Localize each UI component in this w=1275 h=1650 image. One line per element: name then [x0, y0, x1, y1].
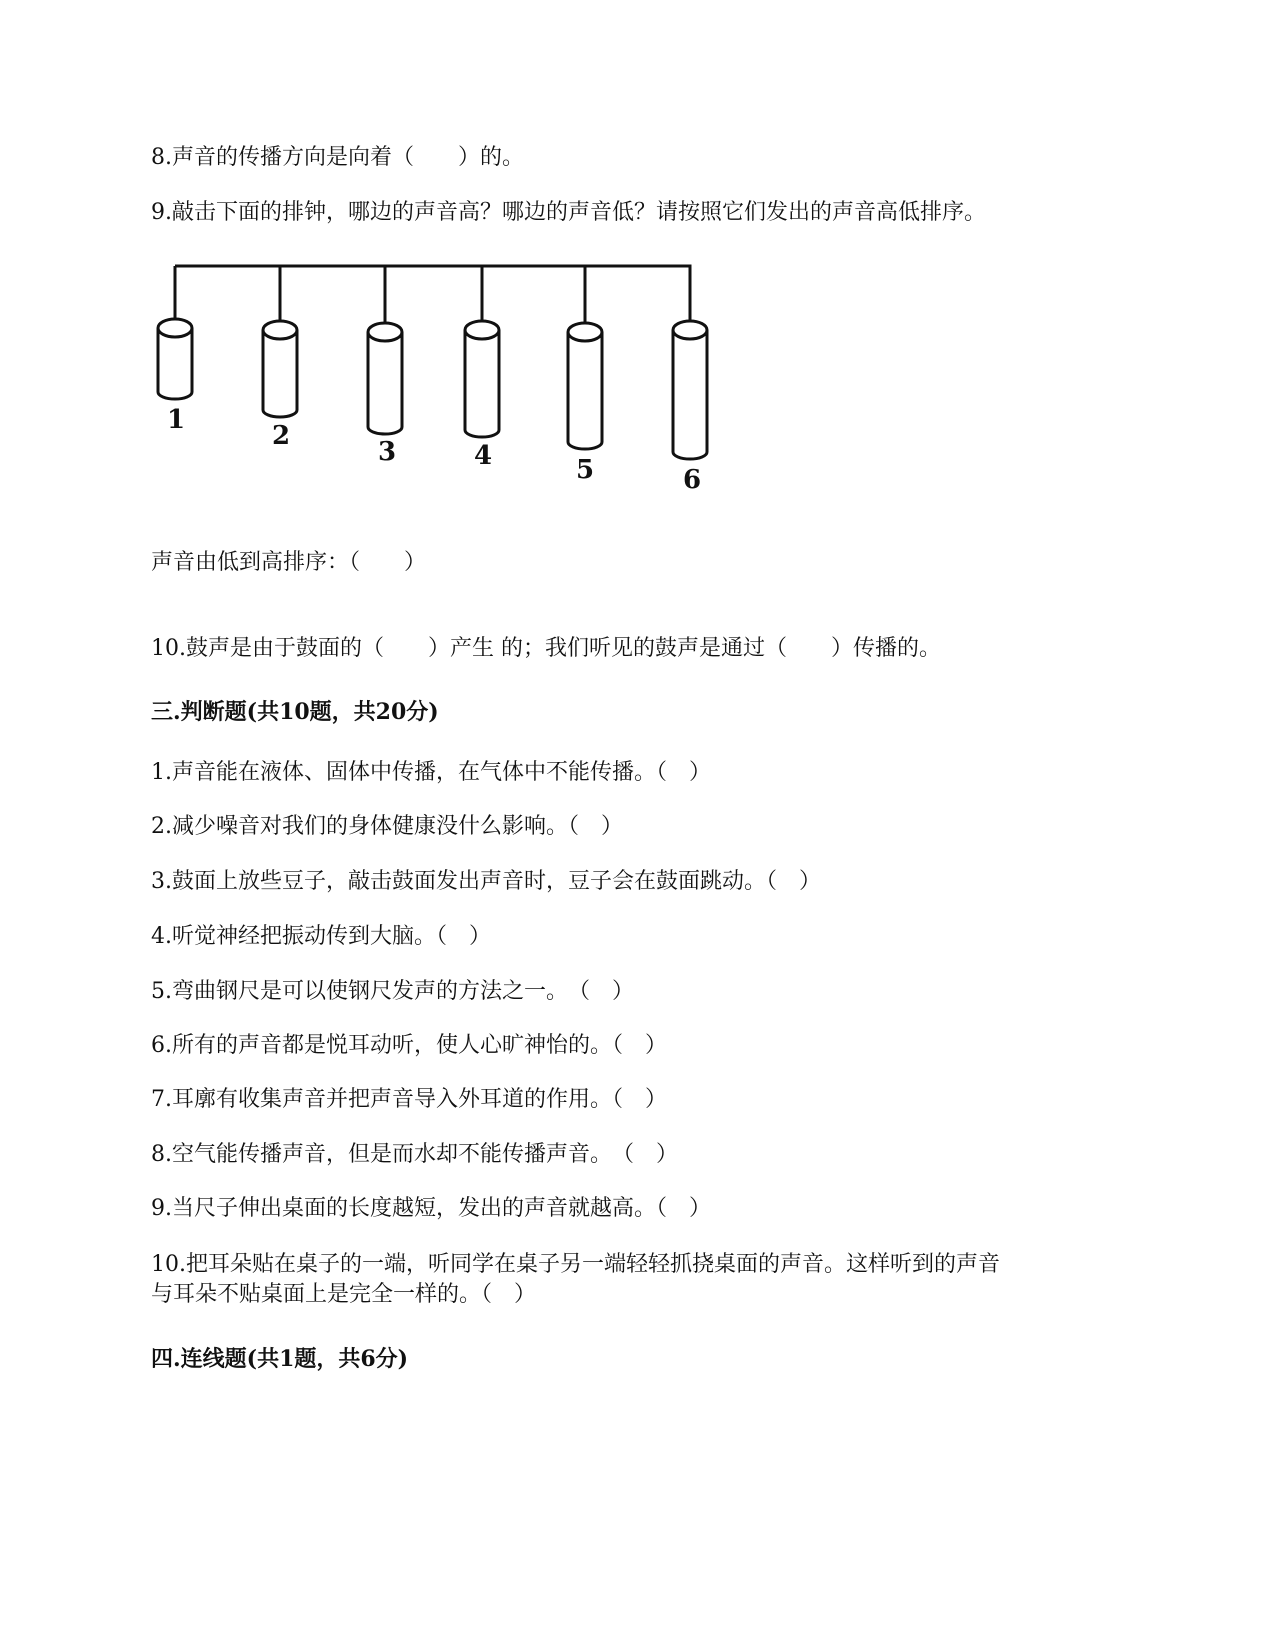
judge-item-9: 9.当尺子伸出桌面的长度越短，发出的声音就越高。（ ） [151, 1196, 711, 1221]
judge-item-7: 7.耳廓有收集声音并把声音导入外耳道的作用。（ ） [151, 1087, 667, 1112]
judge-item-1: 1.声音能在液体、固体中传播，在气体中不能传播。（ ） [151, 760, 711, 785]
chime-label-2: 2 [272, 421, 291, 451]
chime-tube-3 [368, 323, 402, 434]
chime-frame [175, 266, 690, 322]
question-9-answer: 声音由低到高排序：（ ） [151, 550, 427, 575]
judge-item-3: 3.鼓面上放些豆子，敲击鼓面发出声音时，豆子会在鼓面跳动。（ ） [151, 869, 821, 894]
judge-item-6: 6.所有的声音都是悦耳动听，使人心旷神怡的。（ ） [151, 1033, 667, 1058]
question-10: 10.鼓声是由于鼓面的（ ）产生 的；我们听见的鼓声是通过（ ）传播的。 [151, 636, 941, 661]
judge-item-5: 5.弯曲钢尺是可以使钢尺发声的方法之一。 （ ） [151, 979, 634, 1004]
chime-tube-6 [673, 321, 707, 459]
judge-item-10-line-2: 与耳朵不贴桌面上是完全一样的。（ ） [151, 1282, 537, 1307]
section-heading-judge: 三.判断题(共10题，共20分) [151, 699, 439, 725]
chime-tube-2 [263, 321, 297, 417]
chime-label-4: 4 [474, 441, 493, 471]
chime-tube-4 [465, 321, 499, 437]
question-9: 9.敲击下面的排钟，哪边的声音高？哪边的声音低？请按照它们发出的声音高低排序。 [151, 200, 986, 225]
chimes-figure [150, 262, 750, 522]
judge-item-4: 4.听觉神经把振动传到大脑。（ ） [151, 924, 491, 949]
chime-tube-5 [568, 323, 602, 449]
chime-label-3: 3 [378, 437, 397, 467]
chime-label-5: 5 [576, 455, 595, 485]
judge-item-2: 2.减少噪音对我们的身体健康没什么影响。（ ） [151, 814, 623, 839]
chimes-diagram [150, 262, 750, 522]
judge-item-8: 8.空气能传播声音，但是而水却不能传播声音。 （ ） [151, 1142, 678, 1167]
section-heading-matching: 四.连线题(共1题，共6分) [151, 1346, 409, 1372]
judge-item-10-line-1: 10.把耳朵贴在桌子的一端，听同学在桌子另一端轻轻抓挠桌面的声音。这样听到的声音 [151, 1252, 1000, 1277]
question-8: 8.声音的传播方向是向着（ ）的。 [151, 145, 524, 170]
chime-label-1: 1 [167, 405, 186, 435]
chime-label-6: 6 [683, 465, 702, 495]
chime-tube-1 [158, 319, 192, 399]
